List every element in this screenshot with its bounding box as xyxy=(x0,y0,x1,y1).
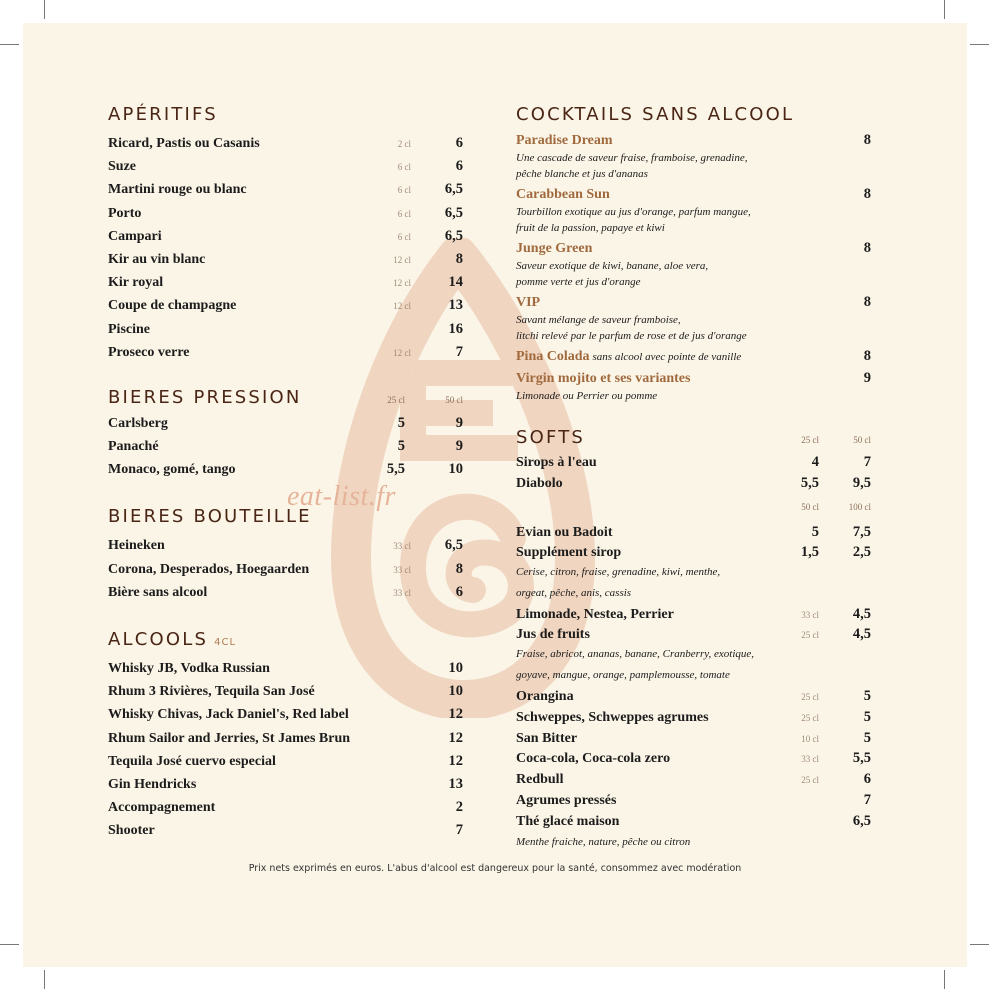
cocktail-item xyxy=(516,184,871,236)
iced-tea-note: Menthe fraiche, nature, pêche ou citron xyxy=(516,835,691,848)
cocktail-description: Une cascade de saveur fraise, framboise, grenadine, xyxy=(516,152,748,164)
alcools-heading: ALCOOLS 4CL xyxy=(108,630,463,650)
crop-mark xyxy=(970,944,989,945)
softs-list xyxy=(516,452,871,853)
cocktail-description: Limonade ou Perrier ou pomme xyxy=(516,390,658,402)
item-name: Rhum 3 Rivières, Tequila San José xyxy=(108,684,315,700)
item-volume: 6 cl xyxy=(397,231,411,242)
item-price-large: 9 xyxy=(455,414,463,431)
item-name: Campari xyxy=(108,228,162,244)
cocktail-price: 8 xyxy=(863,294,871,310)
list-item xyxy=(108,727,463,750)
item-volume: 6 cl xyxy=(397,208,411,219)
item-name: Redbull xyxy=(516,772,564,788)
column-header: 50 cl xyxy=(445,394,463,405)
item-name: Supplément sirop xyxy=(516,545,622,560)
item-name: Sirops à l'eau xyxy=(516,455,597,470)
item-volume: 12 cl xyxy=(393,254,411,265)
cocktail-description: sans alcool avec pointe de vanille xyxy=(592,351,742,363)
alcools-volume-note: 4CL xyxy=(214,637,237,648)
list-item xyxy=(108,703,463,726)
cocktail-description: litchi relevé par le parfum de rose et de jus d'orange xyxy=(516,330,747,342)
list-item xyxy=(108,819,463,842)
list-item xyxy=(108,294,463,317)
item-price: 6,5 xyxy=(444,537,463,554)
item-price-large: 7 xyxy=(863,454,871,470)
item-price: 6 xyxy=(455,135,463,151)
list-item xyxy=(516,604,871,624)
item-volume: 12 cl xyxy=(393,278,411,289)
item-price-small: 5,5 xyxy=(800,475,819,491)
list-item xyxy=(516,686,871,707)
item-name: Shooter xyxy=(108,823,155,839)
item-price: 6 xyxy=(455,583,463,600)
cocktail-price: 8 xyxy=(863,132,871,148)
item-price: 6,5 xyxy=(444,181,463,198)
cocktail-price: 8 xyxy=(863,240,871,256)
sirop-flavours-note: Cerise, citron, fraise, grenadine, kiwi, menthe, xyxy=(516,566,721,578)
item-price: 12 xyxy=(448,729,463,746)
item-price: 12 xyxy=(448,752,463,769)
list-item xyxy=(108,657,463,680)
softs-subheader xyxy=(516,494,871,520)
item-name: Gin Hendricks xyxy=(108,776,197,792)
list-item xyxy=(516,707,871,728)
list-item xyxy=(516,748,871,769)
cocktail-item xyxy=(516,346,871,366)
item-price: 5 xyxy=(863,708,871,725)
item-price: 6,5 xyxy=(852,812,871,829)
cocktails-heading: COCKTAILS SANS ALCOOL xyxy=(516,104,795,125)
item-name: Schweppes, Schweppes agrumes xyxy=(516,709,709,725)
cocktail-name: Pina Colada xyxy=(516,349,590,364)
item-name: Evian ou Badoit xyxy=(516,525,613,540)
crop-mark xyxy=(0,44,19,45)
list-item xyxy=(108,458,463,481)
cocktail-price: 8 xyxy=(863,348,871,364)
list-item xyxy=(516,522,871,542)
item-price-small: 4 xyxy=(811,454,819,470)
item-price: 6 xyxy=(455,158,463,175)
item-name: Agrumes pressés xyxy=(516,792,617,808)
bieres-pression-heading: BIERES PRESSION xyxy=(108,386,302,408)
item-price: 8 xyxy=(455,250,463,267)
item-name: Piscine xyxy=(108,321,150,337)
item-price: 8 xyxy=(455,560,463,577)
item-name: Panaché xyxy=(108,439,159,455)
list-item xyxy=(108,132,463,155)
item-name: Diabolo xyxy=(516,476,563,491)
item-volume: 10 cl xyxy=(801,733,819,744)
fruit-juice-note: goyave, mangue, orange, pamplemousse, tomate xyxy=(516,669,730,681)
item-price: 2 xyxy=(455,799,463,816)
item-name: Thé glacé maison xyxy=(516,813,620,829)
item-volume: 6 cl xyxy=(397,162,411,173)
cocktail-name: Paradise Dream xyxy=(516,133,613,148)
watermark-text: eat-list.fr xyxy=(287,481,396,512)
list-item xyxy=(108,248,463,271)
list-item xyxy=(108,225,463,248)
item-volume: 12 cl xyxy=(393,347,411,358)
item-price: 16 xyxy=(448,320,463,337)
item-name: Martini rouge ou blanc xyxy=(108,182,247,198)
cocktail-price: 8 xyxy=(863,186,871,202)
item-name: Orangina xyxy=(516,689,574,704)
bieres-bouteille-list xyxy=(108,534,463,604)
list-item xyxy=(108,750,463,773)
right-column xyxy=(516,105,871,853)
list-item xyxy=(108,271,463,294)
item-name: Suze xyxy=(108,159,136,175)
item-price: 13 xyxy=(448,775,463,792)
item-volume: 25 cl xyxy=(801,630,819,640)
item-name: Ricard, Pastis ou Casanis xyxy=(108,136,260,151)
sirop-flavours-note: orgeat, pêche, anis, cassis xyxy=(516,587,632,599)
cocktail-item xyxy=(516,238,871,290)
item-price-small: 1,5 xyxy=(800,544,819,560)
item-price: 5 xyxy=(863,688,871,704)
item-price-large: 7,5 xyxy=(852,524,871,540)
list-item xyxy=(516,769,871,790)
cocktail-name: Carabbean Sun xyxy=(516,187,610,202)
list-item xyxy=(516,811,871,832)
list-item xyxy=(108,412,463,435)
list-item xyxy=(108,155,463,178)
item-price-large: 10 xyxy=(448,461,463,478)
item-price: 13 xyxy=(448,297,463,314)
cocktail-description: Saveur exotique de kiwi, banane, aloe vera, xyxy=(516,260,709,272)
item-price-small: 5 xyxy=(397,438,405,455)
item-name: Whisky Chivas, Jack Daniel's, Red label xyxy=(108,707,349,723)
item-price: 5,5 xyxy=(852,750,871,767)
item-price: 7 xyxy=(455,822,463,839)
cocktail-item xyxy=(516,130,871,182)
item-name: Corona, Desperados, Hoegaarden xyxy=(108,561,310,577)
cocktail-item xyxy=(516,292,871,344)
item-price: 6,5 xyxy=(444,204,463,221)
crop-mark xyxy=(944,0,945,19)
item-volume: 6 cl xyxy=(397,185,411,196)
crop-mark xyxy=(944,970,945,989)
item-name: Kir royal xyxy=(108,275,164,291)
item-name: Carlsberg xyxy=(108,415,168,431)
list-item xyxy=(516,624,871,644)
fruit-juice-note: Fraise, abricot, ananas, banane, Cranberry, exotique, xyxy=(516,648,755,660)
item-price: 10 xyxy=(448,660,463,676)
item-volume: 33 cl xyxy=(801,754,819,765)
cocktail-description: fruit de la passion, papaye et kiwi xyxy=(516,222,665,234)
item-name: Monaco, gomé, tango xyxy=(108,462,236,478)
crop-mark xyxy=(44,970,45,989)
item-price: 7 xyxy=(455,343,463,360)
list-item xyxy=(516,542,871,562)
aperitifs-list xyxy=(108,132,463,364)
column-header: 25 cl xyxy=(801,435,819,445)
item-name: Coca-cola, Coca-cola zero xyxy=(516,751,671,767)
item-volume: 25 cl xyxy=(801,775,819,786)
item-name: Proseco verre xyxy=(108,344,190,360)
list-item xyxy=(108,581,463,604)
list-item xyxy=(108,534,463,557)
bieres-bouteille-heading: BIERES BOUTEILLE xyxy=(108,506,312,528)
item-price-small: 5 xyxy=(811,524,819,540)
item-name: Porto xyxy=(108,205,142,221)
item-volume: 12 cl xyxy=(393,301,411,312)
softs-header xyxy=(516,428,871,448)
list-item xyxy=(108,318,463,341)
cocktail-description: Savant mélange de saveur framboise, xyxy=(516,314,681,326)
alcools-list xyxy=(108,657,463,843)
list-item xyxy=(108,178,463,201)
item-price: 4,5 xyxy=(852,626,871,642)
left-column xyxy=(108,105,463,843)
item-price: 10 xyxy=(448,683,463,700)
item-price: 4,5 xyxy=(852,606,871,622)
cocktails-list xyxy=(516,130,871,404)
cocktail-name: VIP xyxy=(516,295,541,310)
list-item xyxy=(516,728,871,749)
item-volume: 33 cl xyxy=(393,541,411,552)
crop-mark xyxy=(44,0,45,19)
list-item xyxy=(108,680,463,703)
column-header: 25 cl xyxy=(387,394,405,405)
aperitifs-heading: APÉRITIFS xyxy=(108,104,218,125)
list-item xyxy=(108,202,463,225)
item-volume: 25 cl xyxy=(801,692,819,702)
item-name: Coupe de champagne xyxy=(108,298,237,314)
item-volume: 25 cl xyxy=(801,712,819,723)
cocktail-price: 9 xyxy=(863,370,871,386)
bieres-pression-list xyxy=(108,412,463,482)
item-price-small: 5,5 xyxy=(386,461,405,478)
item-name: Accompagnement xyxy=(108,800,216,816)
list-item xyxy=(516,790,871,811)
item-volume: 33 cl xyxy=(393,564,411,575)
item-name: Tequila José cuervo especial xyxy=(108,753,276,769)
column-header: 50 cl xyxy=(801,502,819,512)
column-header: 50 cl xyxy=(853,435,871,445)
item-volume: 33 cl xyxy=(801,610,819,620)
crop-mark xyxy=(970,44,989,45)
item-name: Rhum Sailor and Jerries, St James Brun xyxy=(108,730,351,746)
footer-disclaimer: Prix nets exprimés en euros. L'abus d'alcool est dangereux pour la santé, consommez avec modération xyxy=(248,863,742,874)
crop-mark xyxy=(0,944,19,945)
item-name: Kir au vin blanc xyxy=(108,251,206,267)
item-price: 12 xyxy=(448,706,463,723)
item-price: 6,5 xyxy=(444,227,463,244)
item-name: Limonade, Nestea, Perrier xyxy=(516,607,674,622)
bieres-pression-header xyxy=(108,388,463,408)
item-volume: 2 cl xyxy=(397,139,411,149)
item-price-large: 9 xyxy=(455,438,463,455)
item-name: Jus de fruits xyxy=(516,627,590,642)
item-volume: 33 cl xyxy=(393,587,411,598)
cocktail-description: pêche blanche et jus d'ananas xyxy=(516,168,648,180)
softs-heading: SOFTS xyxy=(516,427,586,448)
menu-page xyxy=(23,23,967,967)
list-item xyxy=(108,435,463,458)
item-price-small: 5 xyxy=(397,414,405,431)
item-price: 5 xyxy=(863,729,871,746)
list-item xyxy=(516,473,871,494)
cocktail-description: Tourbillon exotique au jus d'orange, parfum mangue, xyxy=(516,206,751,218)
column-header: 100 cl xyxy=(848,502,871,512)
cocktail-name: Virgin mojito et ses variantes xyxy=(516,371,691,386)
item-price-large: 9,5 xyxy=(852,475,871,491)
cocktail-item xyxy=(516,368,871,404)
list-item xyxy=(108,558,463,581)
item-price: 6 xyxy=(863,771,871,788)
item-price: 14 xyxy=(448,274,463,291)
item-name: Heineken xyxy=(108,538,165,554)
list-item xyxy=(108,796,463,819)
cocktail-description: pomme verte et jus d'orange xyxy=(516,276,641,288)
item-name: Whisky JB, Vodka Russian xyxy=(108,661,270,676)
list-item xyxy=(108,341,463,364)
item-name: Bière sans alcool xyxy=(108,584,208,600)
cocktail-name: Junge Green xyxy=(516,241,593,256)
item-name: San Bitter xyxy=(516,730,578,746)
item-price: 7 xyxy=(863,791,871,808)
list-item xyxy=(108,773,463,796)
list-item xyxy=(516,452,871,473)
item-price-large: 2,5 xyxy=(852,544,871,560)
